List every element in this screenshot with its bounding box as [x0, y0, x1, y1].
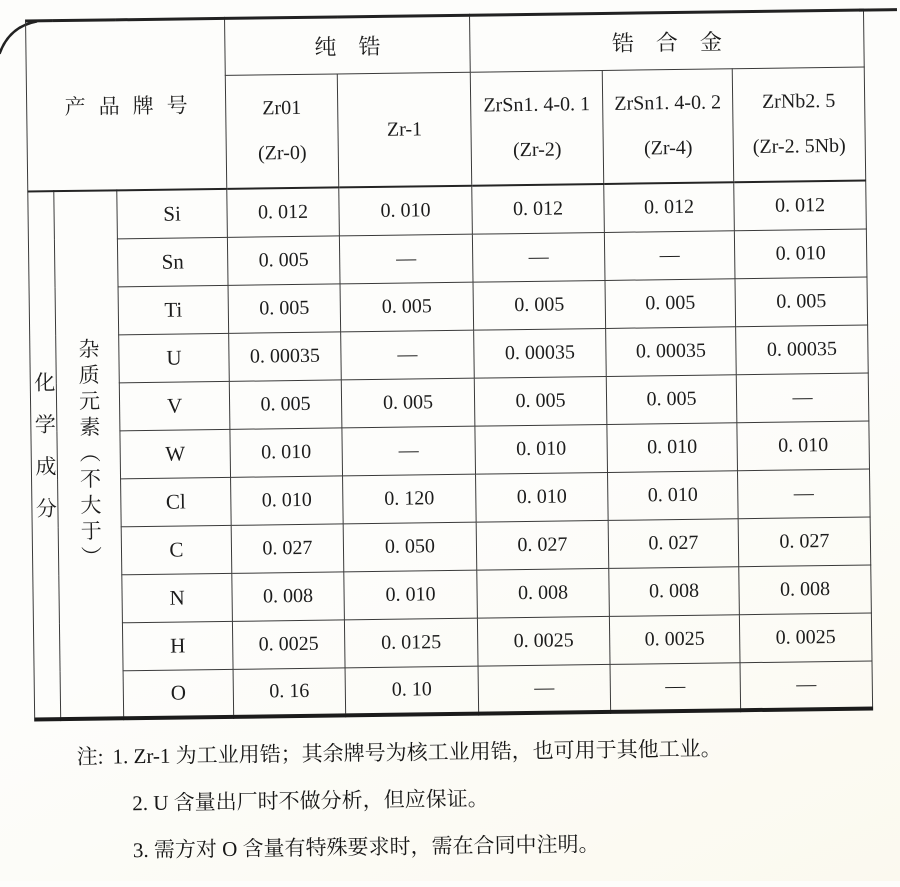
value-cell: 0. 0025: [232, 619, 345, 668]
value-cell: —: [339, 234, 473, 284]
value-cell: 0. 0025: [609, 614, 740, 664]
column-header-zrnb25: [732, 67, 865, 182]
value-cell: —: [738, 469, 871, 519]
value-cell: 0. 012: [227, 187, 340, 236]
value-cell: 0. 005: [735, 277, 868, 327]
value-cell: 0. 010: [475, 424, 608, 474]
element-symbol: Si: [117, 189, 228, 238]
value-cell: 0. 010: [231, 475, 344, 524]
footnotes: [76, 733, 723, 882]
value-cell: 0. 005: [229, 379, 342, 428]
notes-label: 注:: [76, 744, 104, 769]
value-cell: 0. 027: [231, 523, 344, 572]
value-cell: 0. 005: [606, 374, 737, 424]
value-cell: 0. 012: [734, 181, 867, 231]
group-header-pure-zirconium: 纯锆: [225, 15, 471, 75]
value-cell: 0. 010: [737, 421, 870, 471]
grade-alias: (Zr-4): [643, 136, 693, 160]
table-row: [34, 660, 873, 719]
value-cell: 0. 00035: [606, 326, 737, 376]
value-cell: 0. 008: [232, 571, 345, 620]
value-cell: 0. 027: [608, 518, 739, 568]
value-cell: —: [610, 662, 741, 712]
element-symbol: H: [122, 621, 233, 670]
value-cell: —: [478, 664, 611, 714]
column-header-zrsn14-02: [602, 69, 733, 184]
value-cell: 0. 012: [472, 184, 605, 234]
column-header-zr1: [337, 72, 471, 187]
element-symbol: Cl: [121, 477, 232, 526]
value-cell: 0. 010: [344, 570, 478, 620]
value-cell: 0. 010: [607, 422, 738, 472]
value-cell: 0. 027: [738, 517, 871, 567]
grade-code: ZrSn1. 4-0. 2: [614, 91, 722, 115]
value-cell: —: [736, 373, 869, 423]
note-1: 1. Zr-1 为工业用锆；其余牌号为核工业用锆，也可用于其他工业。: [112, 736, 722, 769]
grade-alias: (Zr-2. 5Nb): [752, 134, 846, 159]
note-3: 3. 需方对 O 含量有特殊要求时，需在合同中注明。: [132, 832, 600, 863]
value-cell: 0. 0025: [739, 613, 872, 663]
value-cell: 0. 010: [339, 186, 473, 236]
value-cell: 0. 005: [228, 283, 341, 332]
value-cell: 0. 00035: [474, 328, 607, 378]
value-cell: 0. 005: [340, 282, 474, 332]
column-header-zrsn14-01: [470, 70, 603, 185]
top-rule-extension: [859, 8, 897, 11]
element-symbol: Ti: [118, 285, 229, 334]
value-cell: —: [342, 426, 476, 476]
note-2: 2. U 含量出厂时不做分析，但应保证。: [132, 786, 489, 816]
value-cell: 0. 010: [734, 229, 867, 279]
grade-code: Zr-1: [386, 117, 423, 141]
value-cell: 0. 005: [605, 278, 736, 328]
value-cell: —: [604, 230, 735, 280]
grade-alias: (Zr-2): [512, 138, 562, 162]
element-symbol: U: [119, 333, 230, 382]
value-cell: 0. 005: [227, 235, 340, 284]
chemical-composition-label: 化学成分: [31, 370, 58, 539]
impurity-elements-label: 杂质元素︵不大于︶: [75, 337, 103, 572]
element-symbol: Sn: [117, 237, 228, 286]
row-group-impurity-elements: [54, 190, 124, 719]
element-symbol: O: [123, 669, 234, 718]
value-cell: —: [472, 232, 605, 282]
grade-alias: (Zr-0): [257, 141, 307, 165]
value-cell: 0. 010: [608, 470, 739, 520]
value-cell: —: [740, 660, 873, 710]
value-cell: 0. 010: [230, 427, 343, 476]
value-cell: 0. 008: [609, 566, 740, 616]
footnote-line: [76, 733, 721, 771]
value-cell: 0. 008: [477, 568, 610, 618]
value-cell: 0. 00035: [736, 325, 869, 375]
grade-code: ZrNb2. 5: [761, 89, 836, 113]
grade-code: ZrSn1. 4-0. 1: [483, 93, 591, 117]
value-cell: 0. 008: [739, 565, 872, 615]
element-symbol: C: [121, 525, 232, 574]
value-cell: 0. 010: [476, 472, 609, 522]
value-cell: 0. 0125: [344, 618, 478, 668]
value-cell: 0. 005: [473, 280, 606, 330]
column-header-zr01: [225, 74, 338, 189]
value-cell: 0. 120: [343, 474, 477, 524]
value-cell: 0. 027: [476, 520, 609, 570]
group-header-zirconium-alloy: 锆合金: [470, 10, 865, 72]
value-cell: 0. 16: [233, 667, 346, 716]
value-cell: 0. 10: [345, 666, 479, 716]
value-cell: 0. 050: [343, 522, 477, 572]
element-symbol: N: [122, 573, 233, 622]
corner-header-product-grade: 产品牌号: [26, 18, 227, 191]
value-cell: 0. 0025: [477, 616, 610, 666]
value-cell: 0. 00035: [229, 331, 342, 380]
grade-code: Zr01: [262, 96, 302, 120]
value-cell: —: [341, 330, 475, 380]
value-cell: 0. 012: [604, 182, 735, 232]
element-symbol: W: [120, 429, 231, 478]
element-symbol: V: [119, 381, 230, 430]
value-cell: 0. 005: [474, 376, 607, 426]
composition-table: [25, 9, 873, 722]
value-cell: 0. 005: [341, 378, 475, 428]
